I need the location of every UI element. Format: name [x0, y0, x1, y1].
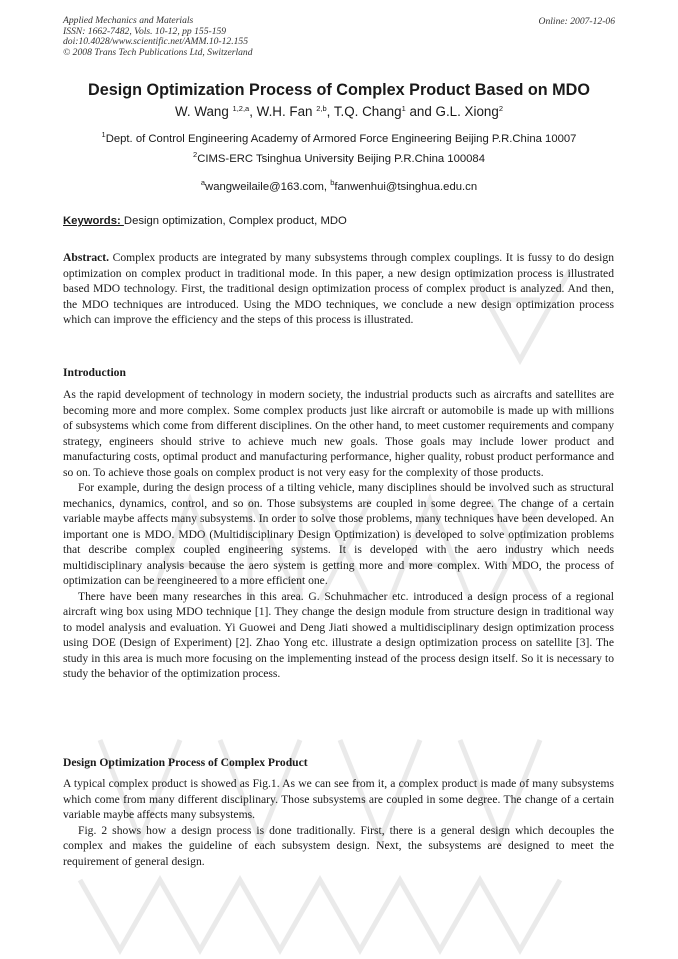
author-fan: , W.H. Fan	[249, 104, 317, 119]
section2-paragraph-2: Fig. 2 shows how a design process is done traditionally. First, there is a general design which decouples the complex and makes the guideline of each subsystem design. Next, the subsystems are designed to meet the requirement of general design.	[63, 823, 614, 868]
author-wang-sup: 1,2,a	[232, 104, 250, 113]
intro-paragraph-2: For example, during the design process of a tilting vehicle, many disciplines should be involved such as structural mechanics, dynamics, control, and so on. Those subsystems are coupled in some degree. The change of a certain variable maybe affects many subsystems. In order to solve those problems, many techniques have been developed. An important one is MDO. MDO (Multidisciplinary Design Optimization) is developed to solve optimization problems that describe complex coupled engineering systems. It is developed with the aero industry which needs multidisciplinary analysis because the aero system is getting more and more complex. With MDO, the process of optimization can be reengineered to a more efficient one.	[63, 481, 614, 587]
journal-name: Applied Mechanics and Materials	[63, 15, 194, 26]
author-xiong-sup: 2	[498, 104, 503, 113]
affiliation-1	[0, 130, 678, 145]
intro-paragraph-3: There have been many researches in this area. G. Schuhmacher etc. introduced a design process of a regional aircraft wing box using MDO technique [1]. They change the design module from structure design in traditional way to model analysis and evaluation. Yi Guowei and Deng Jiati showed a multidisciplinary design optimization process using DOE (Design of Experiment) [2]. Zhao Yong etc. illustrate a design optimization process on satellite [3]. The study in this area is much more focusing on the implementing instead of the process design itself. So it is necessary to study the behavior of the optimization process.	[63, 589, 614, 680]
author-fan-sup: 2,b	[316, 104, 327, 113]
keywords-text: Design optimization, Complex product, MDO	[123, 215, 347, 227]
doi-line: doi:10.4028/www.scientific.net/AMM.10-12.155	[63, 36, 249, 48]
journal-metadata	[63, 16, 253, 58]
affiliation-1-sup: 1	[101, 130, 106, 139]
keywords-colon: :	[117, 215, 124, 227]
email-1-sup: a	[200, 178, 206, 187]
copyright-line: © 2008 Trans Tech Publications Ltd, Switzerland	[63, 46, 253, 58]
author-chang: , T.Q. Chang	[326, 104, 402, 119]
email-line	[0, 178, 678, 193]
affiliation-2-sup: 2	[193, 150, 198, 159]
keywords-label: Keywords	[63, 215, 117, 227]
abstract-label: Abstract.	[63, 251, 110, 264]
email-2-sup: b	[330, 178, 335, 187]
abstract	[63, 250, 614, 328]
abstract-text: Complex products are integrated by many subsystems through complex couplings. It is fussy to do design optimization on complex product in traditional mode. In this paper, a new design optimization process is illustrated based MDO technology. First, the traditional design optimization process of complex product is analyzed. And then, the MDO techniques are introduced. Using the MDO techniques, we conclude a new design optimization process which can improve the efficiency and the steps of this process is illustrated.	[63, 251, 614, 326]
introduction-body	[63, 387, 614, 682]
introduction-heading: Introduction	[63, 366, 126, 379]
paper-title: Design Optimization Process of Complex Product Based on MDO	[88, 81, 590, 99]
section-heading-design-optimization: Design Optimization Process of Complex Product	[63, 756, 308, 769]
issn-line: ISSN: 1662-7482, Vols. 10-12, pp 155-159	[63, 25, 227, 37]
affiliation-1-text: Dept. of Control Engineering Academy of Armored Force Engineering Beijing P.R.China 10007	[105, 133, 577, 145]
author-line	[0, 104, 678, 119]
author-xiong: and G.L. Xiong	[405, 104, 499, 119]
keywords	[63, 215, 347, 227]
email-1: wangweilaile@163.com,	[205, 181, 331, 193]
intro-paragraph-1: As the rapid development of technology in modern society, the industrial products such as aircrafts and satellites are becoming more and more complex. Some complex products just like aircraft or automobile is made up with millions of subsystems which come from different disciplines. On the other hand, to meet customer requirements and company strategy, engineers should strive to achieve much new goals. Those goals may include lower product and manufacturing costs, optimal product and manufacturing performance, higher quality, robust product performance and so on. To achieve those goals on complex product is not very easy for the complexity of those products.	[63, 388, 614, 479]
author-chang-sup: 1	[401, 104, 406, 113]
online-date: Online: 2007-12-06	[538, 16, 615, 27]
section2-paragraph-1: A typical complex product is showed as Fig.1. As we can see from it, a complex product is made of many subsystems which come from many different disciplinary. Those subsystems are coupled in some degree. The change of a certain variable maybe affects many subsystems.	[63, 777, 614, 821]
affiliation-2-text: CIMS-ERC Tsinghua University Beijing P.R.China 100084	[197, 153, 485, 165]
email-2: fanwenhui@tsinghua.edu.cn	[334, 181, 478, 193]
section-body-design-optimization	[63, 776, 614, 869]
author-wang: W. Wang	[175, 104, 233, 119]
affiliation-2	[0, 150, 678, 165]
